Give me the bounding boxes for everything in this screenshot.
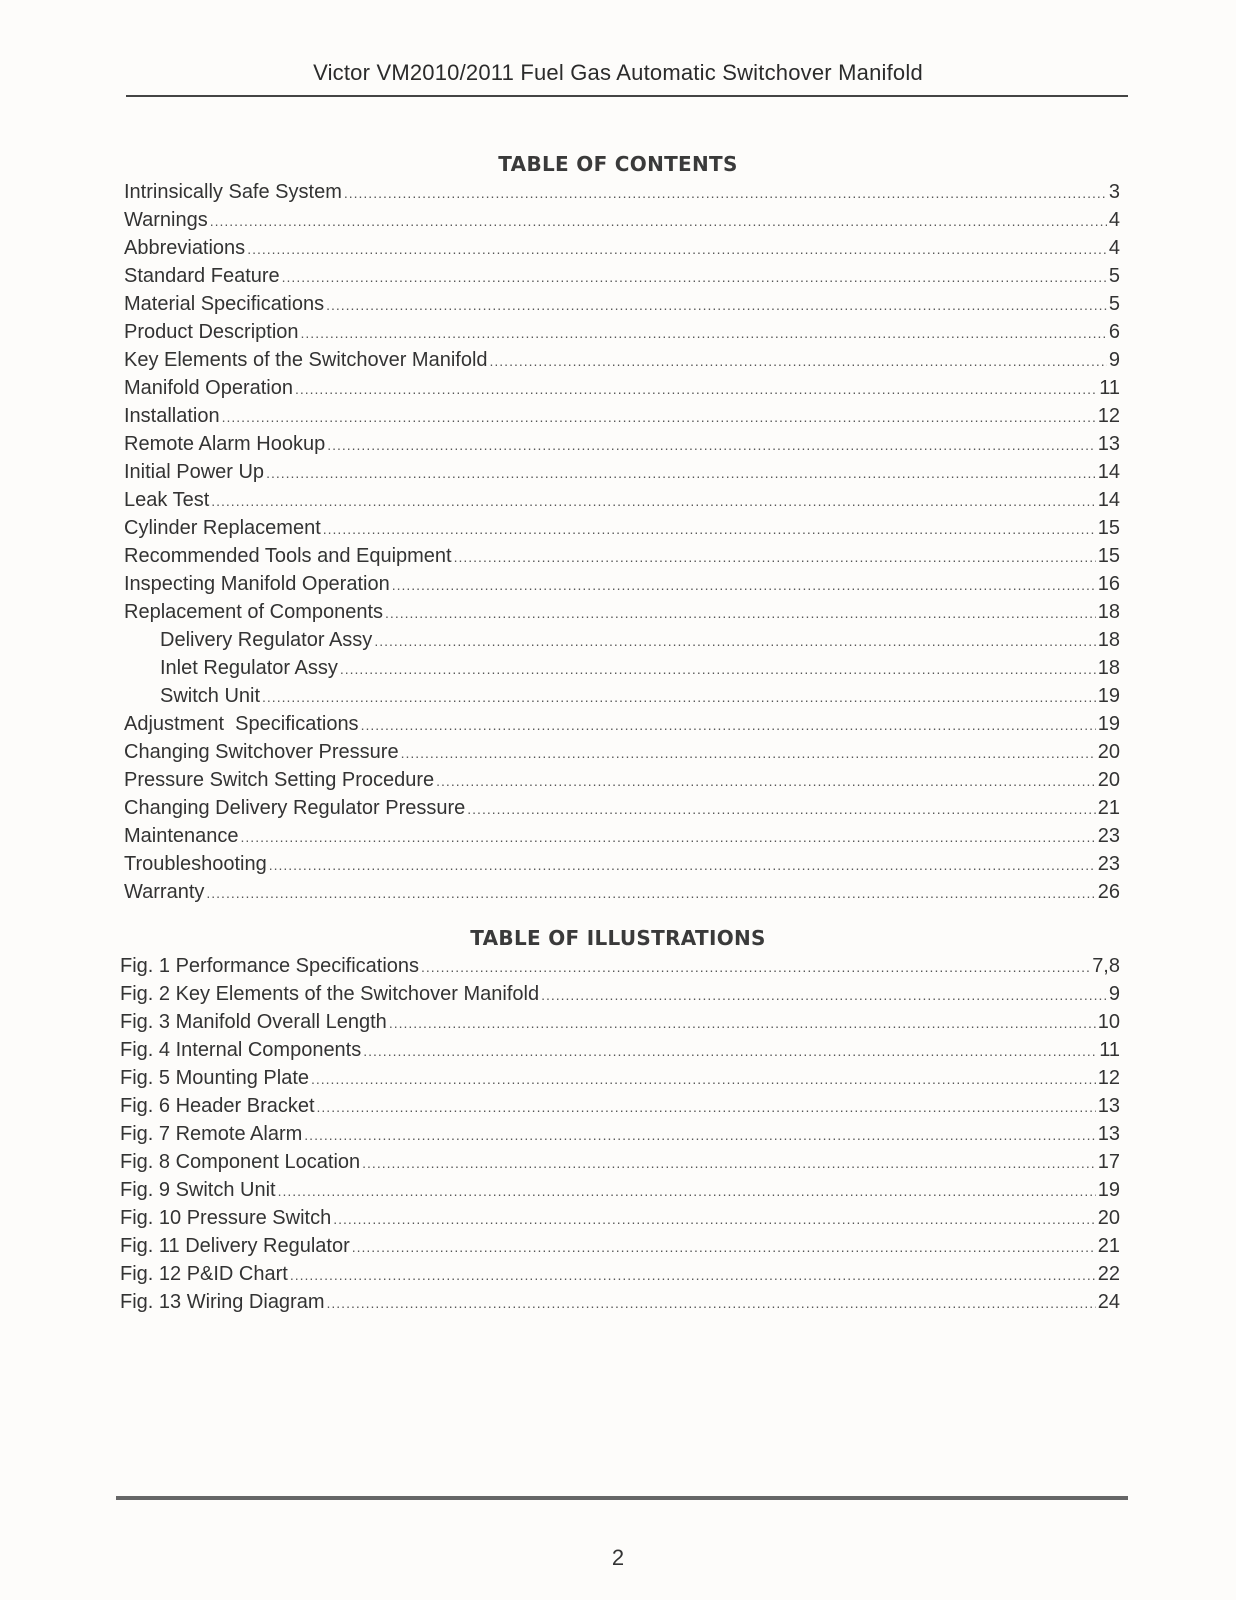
toc-entry-page: 23 xyxy=(1097,825,1120,847)
dot-leader xyxy=(421,953,1090,981)
dot-leader xyxy=(269,851,1096,879)
illustration-entry-label: Fig. 13 Wiring Diagram xyxy=(120,1291,325,1313)
illustration-entry[interactable] xyxy=(120,980,1120,1008)
footer-rule xyxy=(116,1496,1128,1500)
illustration-entry-page: 24 xyxy=(1097,1291,1120,1313)
toc-entry-page: 26 xyxy=(1097,881,1120,903)
illustration-entry[interactable] xyxy=(120,1148,1120,1176)
contents-list xyxy=(124,178,1120,906)
toc-entry-label: Changing Delivery Regulator Pressure xyxy=(124,797,466,819)
toc-entry-label: Warnings xyxy=(124,209,208,231)
toc-entry-label: Pressure Switch Setting Procedure xyxy=(124,769,435,791)
toc-entry-label: Switch Unit xyxy=(160,685,261,707)
dot-leader xyxy=(290,1261,1096,1289)
toc-entry-label: Initial Power Up xyxy=(124,461,265,483)
illustration-entry-label: Fig. 2 Key Elements of the Switchover Manifold xyxy=(120,983,540,1005)
dot-leader xyxy=(311,1065,1096,1093)
illustration-entry-label: Fig. 10 Pressure Switch xyxy=(120,1207,332,1229)
dot-leader xyxy=(490,347,1107,375)
illustration-entry-page: 13 xyxy=(1097,1123,1120,1145)
toc-entry-page: 16 xyxy=(1097,573,1120,595)
dot-leader xyxy=(326,291,1107,319)
toc-entry-label: Recommended Tools and Equipment xyxy=(124,545,452,567)
toc-entry[interactable] xyxy=(124,598,1120,626)
illustration-entry-page: 9 xyxy=(1108,983,1120,1005)
toc-entry[interactable] xyxy=(124,346,1120,374)
toc-entry-label: Troubleshooting xyxy=(124,853,267,875)
toc-subentry[interactable] xyxy=(124,626,1120,654)
illustrations-heading: TABLE OF ILLUSTRATIONS xyxy=(470,926,766,950)
toc-entry[interactable] xyxy=(124,178,1120,206)
illustration-entry[interactable] xyxy=(120,1008,1120,1036)
toc-entry-label: Key Elements of the Switchover Manifold xyxy=(124,349,488,371)
illustration-entry-page: 7,8 xyxy=(1092,955,1120,977)
toc-entry[interactable] xyxy=(124,542,1120,570)
dot-leader xyxy=(392,571,1096,599)
illustration-entry[interactable] xyxy=(120,1036,1120,1064)
toc-entry[interactable] xyxy=(124,822,1120,850)
illustration-entry[interactable] xyxy=(120,1064,1120,1092)
illustration-entry-label: Fig. 11 Delivery Regulator xyxy=(120,1235,350,1257)
toc-entry-label: Maintenance xyxy=(124,825,239,847)
toc-entry-page: 15 xyxy=(1097,517,1120,539)
toc-entry-label: Material Specifications xyxy=(124,293,325,315)
dot-leader xyxy=(301,319,1107,347)
toc-entry-page: 20 xyxy=(1097,741,1120,763)
dot-leader xyxy=(323,515,1096,543)
illustration-entry[interactable] xyxy=(120,952,1120,980)
header-title: Victor VM2010/2011 Fuel Gas Automatic Switchover Manifold xyxy=(313,60,923,85)
toc-subentry[interactable] xyxy=(124,654,1120,682)
toc-entry-page: 3 xyxy=(1108,181,1120,203)
toc-entry-page: 4 xyxy=(1108,237,1120,259)
toc-entry-label: Intrinsically Safe System xyxy=(124,181,342,203)
dot-leader xyxy=(327,431,1096,459)
toc-subentry[interactable] xyxy=(124,682,1120,710)
dot-leader xyxy=(241,823,1096,851)
toc-entry[interactable] xyxy=(124,206,1120,234)
toc-entry-label: Warranty xyxy=(124,881,205,903)
toc-entry-label: Inlet Regulator Assy xyxy=(160,657,338,679)
toc-entry-label: Product Description xyxy=(124,321,299,343)
dot-leader xyxy=(467,795,1095,823)
dot-leader xyxy=(266,459,1096,487)
illustration-entry-label: Fig. 6 Header Bracket xyxy=(120,1095,315,1117)
toc-entry[interactable] xyxy=(124,402,1120,430)
toc-entry-label: Adjustment Specifications xyxy=(124,713,359,735)
illustration-entry-label: Fig. 5 Mounting Plate xyxy=(120,1067,309,1089)
header-rule xyxy=(126,95,1128,97)
dot-leader xyxy=(278,1177,1096,1205)
toc-entry[interactable] xyxy=(124,766,1120,794)
dot-leader xyxy=(282,263,1107,291)
illustration-entry-label: Fig. 8 Component Location xyxy=(120,1151,361,1173)
toc-entry-label: Manifold Operation xyxy=(124,377,293,399)
dot-leader xyxy=(385,599,1096,627)
toc-entry-page: 9 xyxy=(1108,349,1120,371)
toc-entry[interactable] xyxy=(124,514,1120,542)
toc-entry[interactable] xyxy=(124,878,1120,906)
dot-leader xyxy=(361,711,1096,739)
illustration-entry[interactable] xyxy=(120,1204,1120,1232)
dot-leader xyxy=(352,1233,1096,1261)
dot-leader xyxy=(340,655,1096,683)
toc-entry-page: 5 xyxy=(1108,293,1120,315)
illustration-entry[interactable] xyxy=(120,1120,1120,1148)
illustration-entry-page: 22 xyxy=(1097,1263,1120,1285)
dot-leader xyxy=(211,487,1096,515)
toc-entry[interactable] xyxy=(124,290,1120,318)
dot-leader xyxy=(317,1093,1096,1121)
toc-entry-page: 18 xyxy=(1097,601,1120,623)
dot-leader xyxy=(374,627,1095,655)
toc-entry-label: Cylinder Replacement xyxy=(124,517,321,539)
dot-leader xyxy=(304,1121,1095,1149)
dot-leader xyxy=(210,207,1107,235)
toc-entry[interactable] xyxy=(124,794,1120,822)
dot-leader xyxy=(454,543,1096,571)
toc-entry-page: 5 xyxy=(1108,265,1120,287)
toc-entry-label: Delivery Regulator Assy xyxy=(160,629,373,651)
illustration-entry[interactable] xyxy=(120,1288,1120,1316)
dot-leader xyxy=(206,879,1095,907)
illustration-entry-page: 13 xyxy=(1097,1095,1120,1117)
toc-entry-page: 11 xyxy=(1099,377,1120,399)
dot-leader xyxy=(333,1205,1096,1233)
illustration-entry-page: 19 xyxy=(1097,1179,1120,1201)
toc-entry[interactable] xyxy=(124,570,1120,598)
illustration-entry[interactable] xyxy=(120,1232,1120,1260)
illustration-entry-label: Fig. 7 Remote Alarm xyxy=(120,1123,303,1145)
toc-entry-page: 21 xyxy=(1097,797,1120,819)
dot-leader xyxy=(295,375,1097,403)
toc-entry-page: 15 xyxy=(1097,545,1120,567)
toc-entry-page: 19 xyxy=(1097,685,1120,707)
illustrations-list xyxy=(120,952,1120,1316)
toc-entry-label: Installation xyxy=(124,405,220,427)
dot-leader xyxy=(327,1289,1096,1317)
toc-entry[interactable] xyxy=(124,234,1120,262)
toc-entry-label: Leak Test xyxy=(124,489,210,511)
dot-leader xyxy=(363,1037,1097,1065)
illustration-entry-page: 10 xyxy=(1097,1011,1120,1033)
toc-entry-page: 20 xyxy=(1097,769,1120,791)
dot-leader xyxy=(344,179,1107,207)
toc-entry-page: 14 xyxy=(1097,489,1120,511)
illustration-entry[interactable] xyxy=(120,1176,1120,1204)
toc-entry[interactable] xyxy=(124,486,1120,514)
illustration-entry-page: 11 xyxy=(1099,1039,1120,1061)
illustration-entry-label: Fig. 12 P&ID Chart xyxy=(120,1263,288,1285)
toc-entry[interactable] xyxy=(124,710,1120,738)
contents-heading: TABLE OF CONTENTS xyxy=(498,152,738,176)
illustration-entry[interactable] xyxy=(120,1092,1120,1120)
toc-entry-page: 14 xyxy=(1097,461,1120,483)
page-number: 2 xyxy=(611,1545,625,1570)
toc-entry[interactable] xyxy=(124,458,1120,486)
toc-entry-label: Abbreviations xyxy=(124,237,246,259)
illustration-entry[interactable] xyxy=(120,1260,1120,1288)
toc-entry-label: Inspecting Manifold Operation xyxy=(124,573,390,595)
toc-entry-label: Standard Feature xyxy=(124,265,280,287)
illustration-entry-page: 17 xyxy=(1097,1151,1120,1173)
illustration-entry-label: Fig. 3 Manifold Overall Length xyxy=(120,1011,387,1033)
toc-entry[interactable] xyxy=(124,850,1120,878)
dot-leader xyxy=(262,683,1096,711)
dot-leader xyxy=(436,767,1096,795)
toc-entry-label: Remote Alarm Hookup xyxy=(124,433,326,455)
illustration-entry-page: 21 xyxy=(1097,1235,1120,1257)
dot-leader xyxy=(401,739,1096,767)
toc-entry[interactable] xyxy=(124,262,1120,290)
toc-entry[interactable] xyxy=(124,738,1120,766)
dot-leader xyxy=(389,1009,1096,1037)
illustration-entry-page: 12 xyxy=(1097,1067,1120,1089)
toc-entry-page: 4 xyxy=(1108,209,1120,231)
toc-entry[interactable] xyxy=(124,318,1120,346)
illustration-entry-label: Fig. 4 Internal Components xyxy=(120,1039,362,1061)
dot-leader xyxy=(247,235,1107,263)
toc-entry-page: 13 xyxy=(1097,433,1120,455)
dot-leader xyxy=(222,403,1096,431)
toc-entry-label: Replacement of Components xyxy=(124,601,384,623)
toc-entry[interactable] xyxy=(124,430,1120,458)
toc-entry-page: 18 xyxy=(1097,629,1120,651)
toc-entry-page: 12 xyxy=(1097,405,1120,427)
toc-entry-page: 6 xyxy=(1108,321,1120,343)
toc-entry-page: 19 xyxy=(1097,713,1120,735)
dot-leader xyxy=(541,981,1107,1009)
illustration-entry-page: 20 xyxy=(1097,1207,1120,1229)
toc-entry[interactable] xyxy=(124,374,1120,402)
illustration-entry-label: Fig. 9 Switch Unit xyxy=(120,1179,276,1201)
toc-entry-page: 23 xyxy=(1097,853,1120,875)
toc-entry-page: 18 xyxy=(1097,657,1120,679)
toc-entry-label: Changing Switchover Pressure xyxy=(124,741,399,763)
illustration-entry-label: Fig. 1 Performance Specifications xyxy=(120,955,420,977)
dot-leader xyxy=(362,1149,1096,1177)
